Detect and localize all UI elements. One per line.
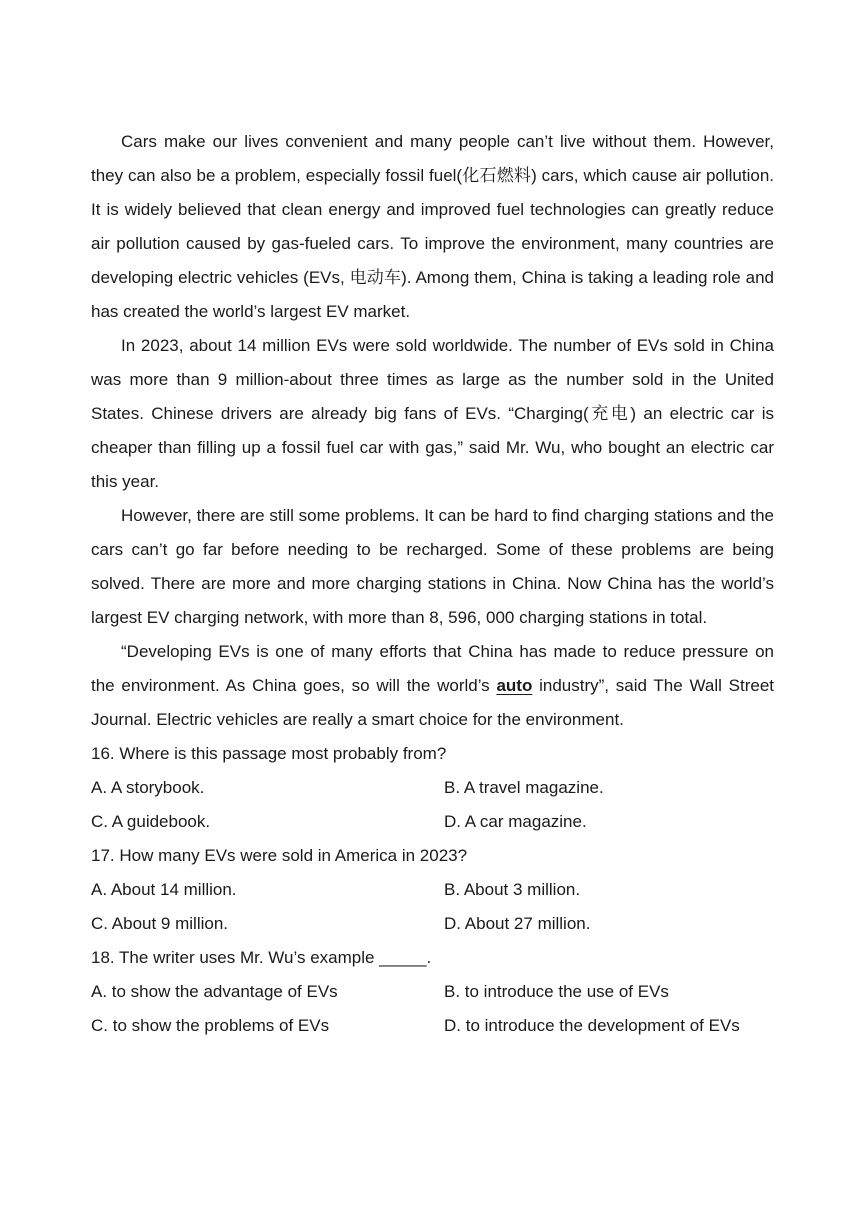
options-row <box>91 873 774 907</box>
paragraph-1: Cars make our lives convenient and many people can’t live without them. However, they can also be a problem, especially fossil fuel(化石燃料) cars, which cause air pollution. It is widely believed that clean energy and improved fuel technologies can greatly reduce air pollution caused by gas-fueled cars. To improve the environment, many countries are developing electric vehicles (EVs, 电动车). Among them, China is taking a leading role and has created the world’s largest EV market. <box>91 132 774 321</box>
option-c: C. About 9 million. <box>91 914 229 933</box>
question-stem: 16. Where is this passage most probably from? <box>91 744 447 763</box>
option-b: B. to introduce the use of EVs <box>444 982 669 1001</box>
options-row <box>91 907 774 941</box>
paragraph-4-text-start: “Developing EVs is one of many efforts that China has made to reduce pressure on the environment. As China goes, so will the world’s <box>91 642 774 695</box>
question-16 <box>91 737 774 839</box>
reading-passage <box>91 125 774 1043</box>
options-row <box>91 771 774 805</box>
option-b: B. About 3 million. <box>444 880 581 899</box>
paragraph-4-text-end: industry”, said The Wall Street Journal. Electric vehicles are really a smart choice for the environment. <box>91 676 775 729</box>
paragraph-4 <box>91 635 774 737</box>
option-a: A. About 14 million. <box>91 880 237 899</box>
question-18 <box>91 941 774 1043</box>
option-c: C. to show the problems of EVs <box>91 1016 330 1035</box>
option-d: D. About 27 million. <box>444 914 591 933</box>
option-a: A. to show the advantage of EVs <box>91 982 338 1001</box>
option-a: A. A storybook. <box>91 778 205 797</box>
paragraph-3: However, there are still some problems. It can be hard to find charging stations and the cars can’t go far before needing to be recharged. Some of these problems are being solved. There are more and more charging stations in China. Now China has the world’s largest EV charging network, with more than 8, 596, 000 charging stations in total. <box>91 506 774 627</box>
question-stem: 17. How many EVs were sold in America in 2023? <box>91 846 468 865</box>
option-d: D. to introduce the development of EVs <box>444 1016 740 1035</box>
question-stem: 18. The writer uses Mr. Wu’s example _____. <box>91 948 432 967</box>
options-row <box>91 805 774 839</box>
options-row <box>91 975 774 1009</box>
question-17 <box>91 839 774 941</box>
option-d: D. A car magazine. <box>444 812 587 831</box>
option-b: B. A travel magazine. <box>444 778 604 797</box>
underlined-word-auto: auto <box>496 676 533 695</box>
options-row <box>91 1009 774 1043</box>
paragraph-2: In 2023, about 14 million EVs were sold worldwide. The number of EVs sold in China was more than 9 million-about three times as large as the number sold in the United States. Chinese drivers are already big fans of EVs. “Charging(充电) an electric car is cheaper than filling up a fossil fuel car with gas,” said Mr. Wu, who bought an electric car this year. <box>91 336 774 491</box>
option-c: C. A guidebook. <box>91 812 211 831</box>
